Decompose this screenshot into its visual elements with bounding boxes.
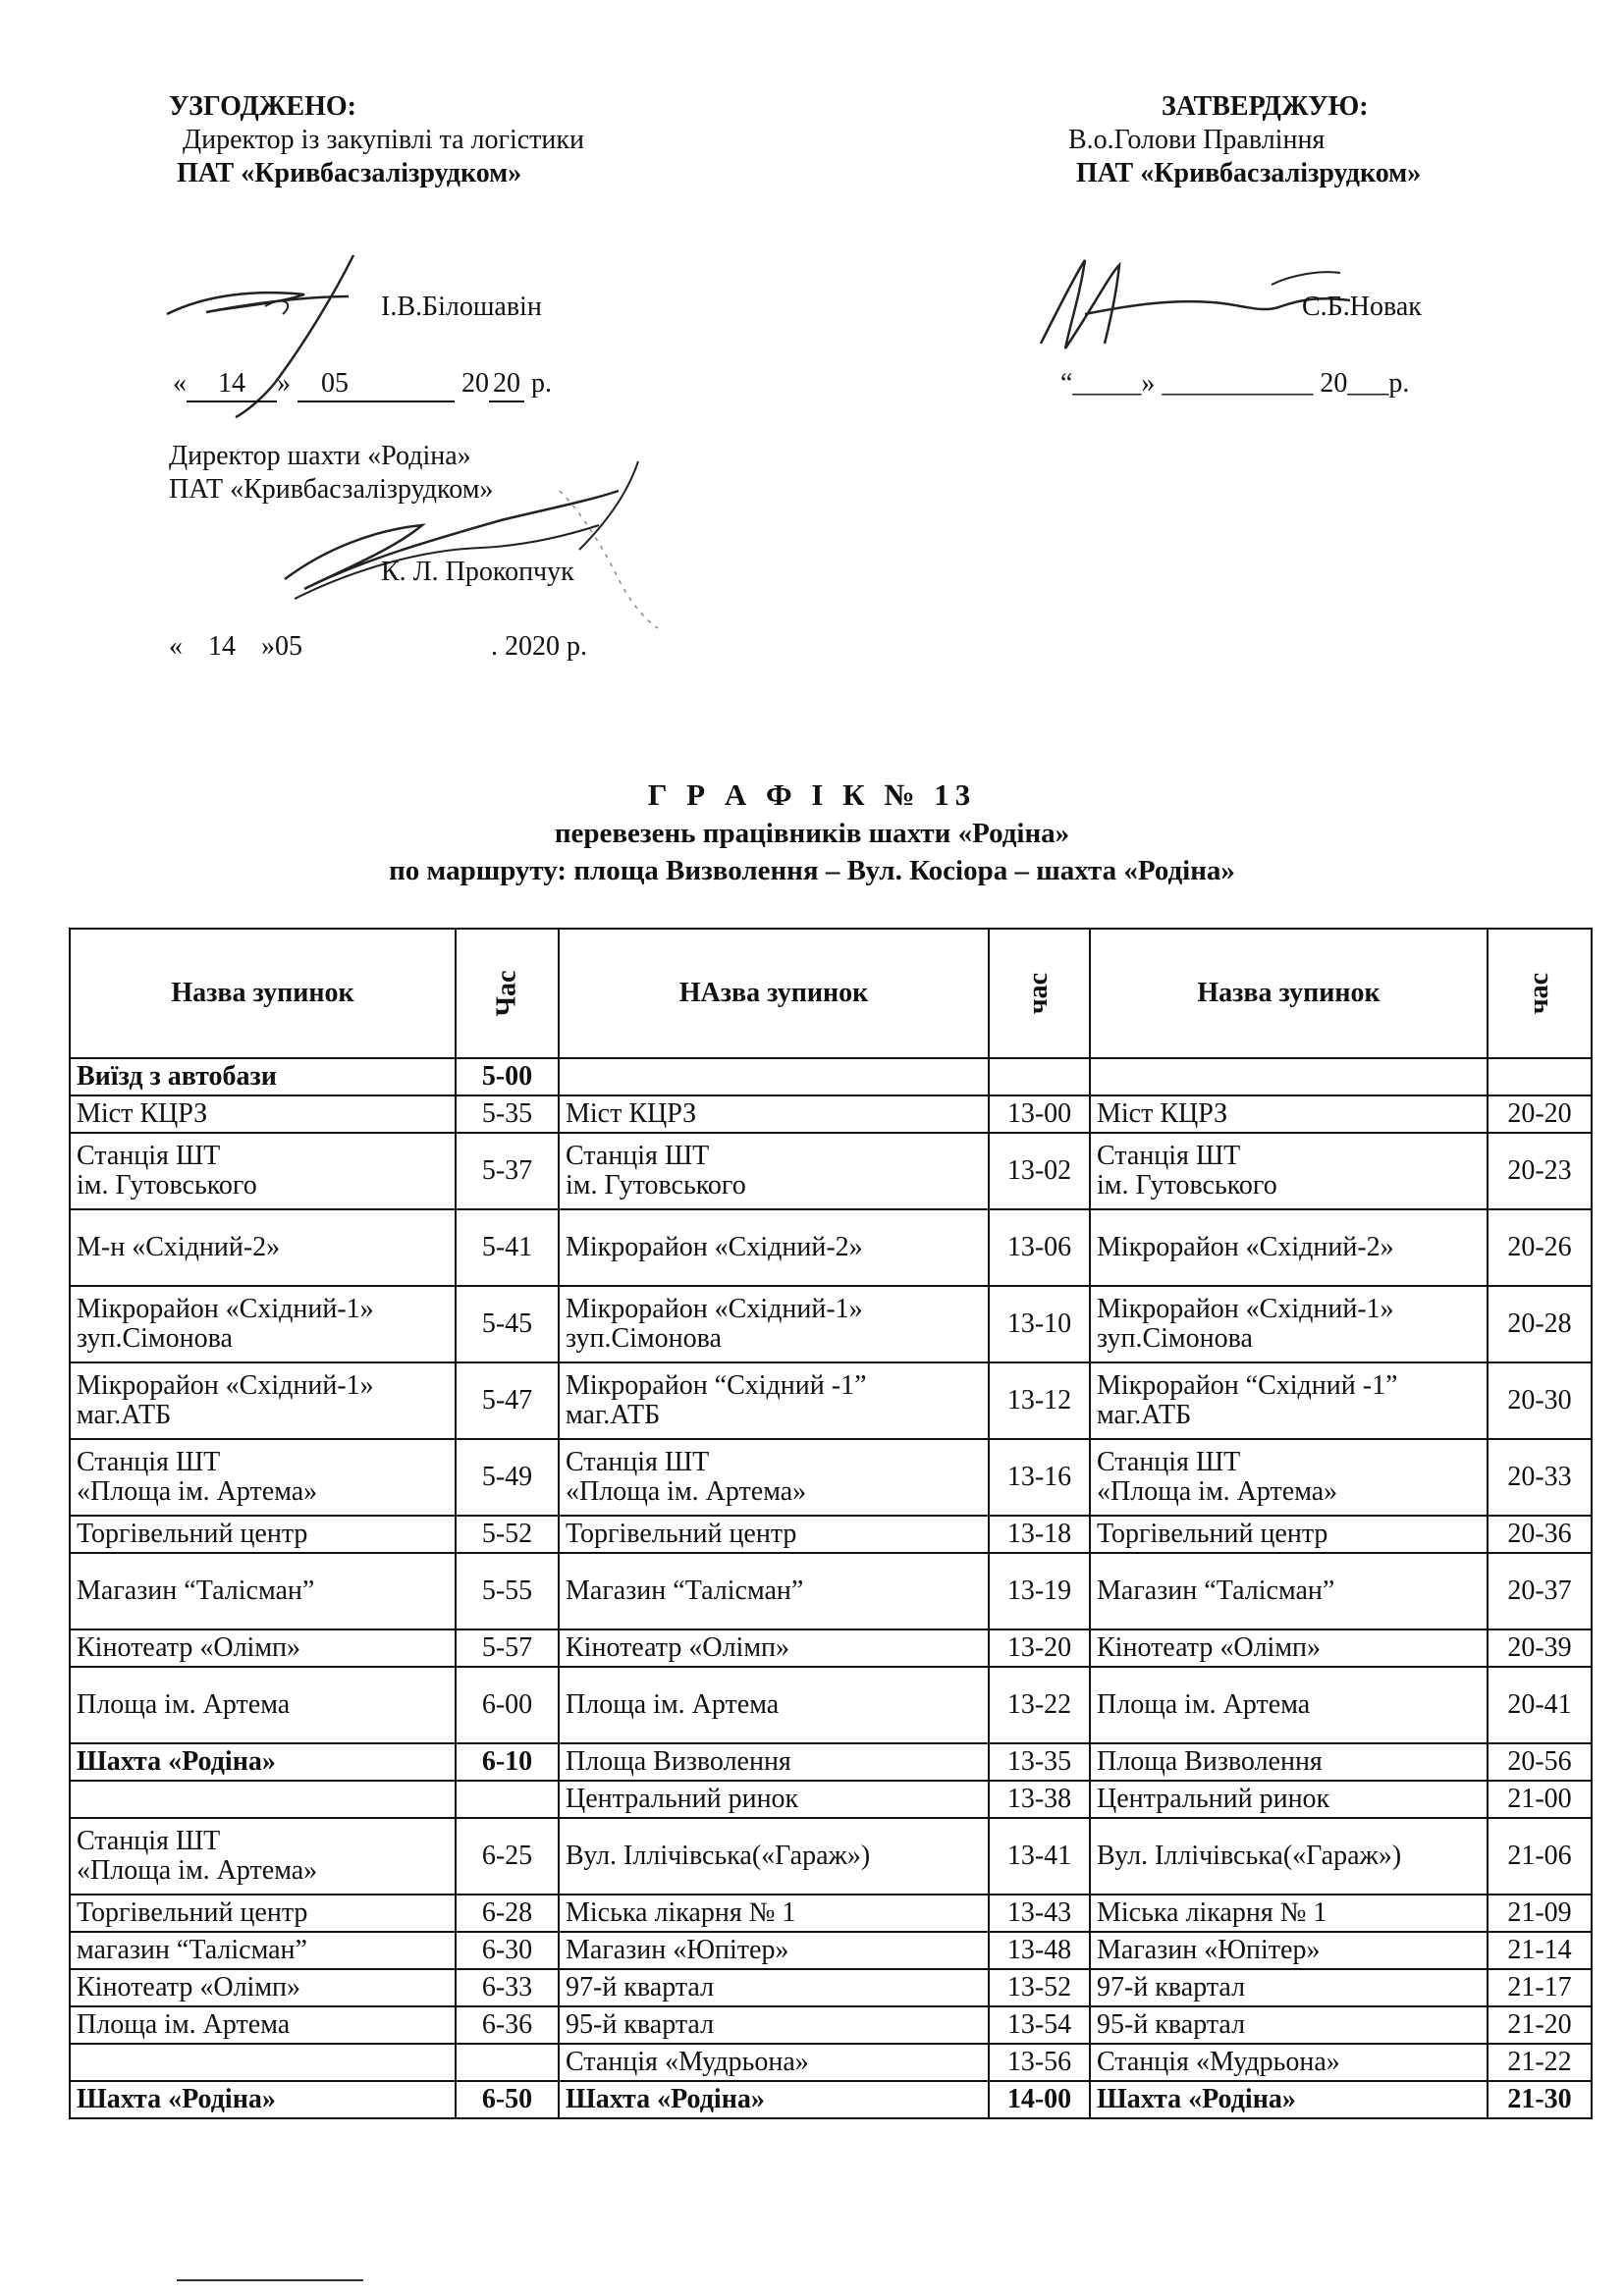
stop-cell-2: Площа ім. Артема xyxy=(559,1667,989,1743)
table-row xyxy=(70,1743,1592,1781)
stop-cell-3: Вул. Іллічівська(«Гараж») xyxy=(1090,1818,1488,1895)
time-cell-1: 5-41 xyxy=(456,1209,559,1286)
approve-company: ПАТ «Кривбасзалізрудком» xyxy=(1076,158,1422,188)
time-cell-3: 20-33 xyxy=(1488,1439,1592,1516)
stop-cell-1: магазин “Талісман” xyxy=(70,1932,456,1969)
time-cell-3: 20-56 xyxy=(1488,1743,1592,1781)
col-header-stops-2: НАзва зупинок xyxy=(559,929,989,1058)
mine-director-signer: К. Л. Прокопчук xyxy=(381,557,574,587)
mine-director-position: Директор шахти «Родіна» xyxy=(169,441,471,471)
time-cell-2: 13-35 xyxy=(989,1743,1090,1781)
stop-cell-3: Площа ім. Артема xyxy=(1090,1667,1488,1743)
time-cell-2: 14-00 xyxy=(989,2081,1090,2118)
time-cell-1 xyxy=(456,1781,559,1818)
col-header-stops-3: Назва зупинок xyxy=(1090,929,1488,1058)
table-row xyxy=(70,1969,1592,2006)
stop-cell-1: Станція ШТ ім. Гутовського xyxy=(70,1133,456,1209)
time-cell-3: 20-41 xyxy=(1488,1667,1592,1743)
time-cell-1: 6-30 xyxy=(456,1932,559,1969)
approve-heading: ЗАТВЕРДЖУЮ: xyxy=(1162,91,1369,122)
stop-cell-1: Площа ім. Артема xyxy=(70,1667,456,1743)
stop-cell-3: Кінотеатр «Олімп» xyxy=(1090,1629,1488,1667)
table-row xyxy=(70,1209,1592,1286)
stop-cell-3: Площа Визволення xyxy=(1090,1743,1488,1781)
time-cell-1: 5-45 xyxy=(456,1286,559,1362)
stop-cell-3: Мікрорайон «Східний-2» xyxy=(1090,1209,1488,1286)
mine-director-company: ПАТ «Кривбасзалізрудком» xyxy=(169,474,494,505)
table-row xyxy=(70,1095,1592,1133)
stop-cell-1: Торгівельний центр xyxy=(70,1895,456,1932)
time-cell-3: 21-14 xyxy=(1488,1932,1592,1969)
time-cell-3: 21-00 xyxy=(1488,1781,1592,1818)
approve-block xyxy=(1068,90,1421,190)
time-cell-1: 6-28 xyxy=(456,1895,559,1932)
stop-cell-2: Мікрорайон «Східний-2» xyxy=(559,1209,989,1286)
approve-signer: С.Б.Новак xyxy=(1302,292,1422,322)
stop-cell-3: Мікрорайон «Східний-1» зуп.Сімонова xyxy=(1090,1286,1488,1362)
stop-cell-3: 97-й квартал xyxy=(1090,1969,1488,2006)
time-cell-1: 6-10 xyxy=(456,1743,559,1781)
stop-cell-2: Мікрорайон «Східний-1» зуп.Сімонова xyxy=(559,1286,989,1362)
stop-cell-2: Мікрорайон “Східний -1” маг.АТБ xyxy=(559,1362,989,1439)
stop-cell-3 xyxy=(1090,1058,1488,1095)
col-header-stops-1: Назва зупинок xyxy=(70,929,456,1058)
time-cell-2: 13-43 xyxy=(989,1895,1090,1932)
time-cell-1: 5-00 xyxy=(456,1058,559,1095)
time-cell-2: 13-22 xyxy=(989,1667,1090,1743)
stop-cell-1: Мікрорайон «Східний-1» маг.АТБ xyxy=(70,1362,456,1439)
stop-cell-2: Центральний ринок xyxy=(559,1781,989,1818)
approve-date: “_____» ___________ 20___р. xyxy=(1060,368,1410,399)
stop-cell-1: Кінотеатр «Олімп» xyxy=(70,1969,456,2006)
time-cell-1: 5-57 xyxy=(456,1629,559,1667)
time-cell-3: 20-26 xyxy=(1488,1209,1592,1286)
time-cell-2: 13-41 xyxy=(989,1818,1090,1895)
agreed-position: Директор із закупівлі та логістики xyxy=(183,125,584,155)
stop-cell-3: Міст КЦРЗ xyxy=(1090,1095,1488,1133)
table-row xyxy=(70,2006,1592,2044)
stop-cell-2: Шахта «Родіна» xyxy=(559,2081,989,2118)
table-row xyxy=(70,1781,1592,1818)
table-row xyxy=(70,1629,1592,1667)
time-cell-3: 20-30 xyxy=(1488,1362,1592,1439)
stop-cell-1: Торгівельний центр xyxy=(70,1516,456,1553)
stop-cell-2: Площа Визволення xyxy=(559,1743,989,1781)
stop-cell-1: М-н «Східний-2» xyxy=(70,1209,456,1286)
stop-cell-2: Станція ШТ ім. Гутовського xyxy=(559,1133,989,1209)
stop-cell-1: Станція ШТ «Площа ім. Артема» xyxy=(70,1818,456,1895)
stop-cell-2: Станція «Мудрьона» xyxy=(559,2044,989,2081)
stop-cell-1: Станція ШТ «Площа ім. Артема» xyxy=(70,1439,456,1516)
signature-prokopchuk xyxy=(265,432,707,648)
time-cell-1: 5-52 xyxy=(456,1516,559,1553)
stop-cell-2 xyxy=(559,1058,989,1095)
time-cell-1: 5-55 xyxy=(456,1553,559,1629)
table-row xyxy=(70,1516,1592,1553)
time-cell-2: 13-19 xyxy=(989,1553,1090,1629)
agreed-heading: УЗГОДЖЕНО: xyxy=(169,91,356,122)
time-cell-2: 13-18 xyxy=(989,1516,1090,1553)
stop-cell-2: Кінотеатр «Олімп» xyxy=(559,1629,989,1667)
stop-cell-3: Станція ШТ ім. Гутовського xyxy=(1090,1133,1488,1209)
table-row xyxy=(70,1818,1592,1895)
stop-cell-1: Виїзд з автобази xyxy=(70,1058,456,1095)
table-row xyxy=(70,1439,1592,1516)
table-row xyxy=(70,1932,1592,1969)
agreed-date: « 14 » 05 20 20 р. xyxy=(173,367,552,402)
table-row xyxy=(70,1553,1592,1629)
table-row xyxy=(70,2081,1592,2118)
time-cell-2: 13-10 xyxy=(989,1286,1090,1362)
title-block xyxy=(0,775,1624,889)
time-cell-1: 5-35 xyxy=(456,1095,559,1133)
stop-cell-2: Вул. Іллічівська(«Гараж») xyxy=(559,1818,989,1895)
agreed-block xyxy=(169,90,584,190)
time-cell-2: 13-02 xyxy=(989,1133,1090,1209)
time-cell-3: 21-17 xyxy=(1488,1969,1592,2006)
time-cell-1: 6-00 xyxy=(456,1667,559,1743)
time-cell-3: 21-20 xyxy=(1488,2006,1592,2044)
doc-subtitle: перевезень працівників шахти «Родіна» xyxy=(554,818,1070,849)
stop-cell-3: Шахта «Родіна» xyxy=(1090,2081,1488,2118)
stop-cell-1: Шахта «Родіна» xyxy=(70,2081,456,2118)
stop-cell-1: Мікрорайон «Східний-1» зуп.Сімонова xyxy=(70,1286,456,1362)
time-cell-3: 21-06 xyxy=(1488,1818,1592,1895)
stop-cell-2: 95-й квартал xyxy=(559,2006,989,2044)
time-cell-1: 6-33 xyxy=(456,1969,559,2006)
time-cell-3: 20-23 xyxy=(1488,1133,1592,1209)
stop-cell-3: Торгівельний центр xyxy=(1090,1516,1488,1553)
stop-cell-1: Площа ім. Артема xyxy=(70,2006,456,2044)
table-row xyxy=(70,2044,1592,2081)
stop-cell-2: 97-й квартал xyxy=(559,1969,989,2006)
stop-cell-2: Магазин «Юпітер» xyxy=(559,1932,989,1969)
table-row xyxy=(70,1058,1592,1095)
route-line: по маршруту: площа Визволення – Вул. Косіора – шахта «Родіна» xyxy=(389,855,1235,886)
stop-cell-2: Міст КЦРЗ xyxy=(559,1095,989,1133)
time-cell-1: 5-49 xyxy=(456,1439,559,1516)
stop-cell-3: Центральний ринок xyxy=(1090,1781,1488,1818)
table-row xyxy=(70,1362,1592,1439)
doc-title: Г Р А Ф І К № 13 xyxy=(647,777,977,812)
time-cell-3: 21-22 xyxy=(1488,2044,1592,2081)
time-cell-1 xyxy=(456,2044,559,2081)
col-header-time-3: час xyxy=(1488,929,1592,1058)
time-cell-2: 13-52 xyxy=(989,1969,1090,2006)
time-cell-3: 20-20 xyxy=(1488,1095,1592,1133)
schedule-table xyxy=(69,928,1593,2119)
stop-cell-1: Міст КЦРЗ xyxy=(70,1095,456,1133)
stop-cell-1: Шахта «Родіна» xyxy=(70,1743,456,1781)
stop-cell-2: Магазин “Талісман” xyxy=(559,1553,989,1629)
mine-director-date: « 14 »05 . 2020 р. xyxy=(169,631,587,662)
time-cell-3: 21-09 xyxy=(1488,1895,1592,1932)
time-cell-2: 13-16 xyxy=(989,1439,1090,1516)
table-row xyxy=(70,1133,1592,1209)
time-cell-2: 13-12 xyxy=(989,1362,1090,1439)
time-cell-1: 5-37 xyxy=(456,1133,559,1209)
stop-cell-2: Міська лікарня № 1 xyxy=(559,1895,989,1932)
time-cell-2: 13-54 xyxy=(989,2006,1090,2044)
stop-cell-3: Мікрорайон “Східний -1” маг.АТБ xyxy=(1090,1362,1488,1439)
table-row xyxy=(70,1286,1592,1362)
stop-cell-3: Магазин “Талісман” xyxy=(1090,1553,1488,1629)
stop-cell-3: 95-й квартал xyxy=(1090,2006,1488,2044)
table-row xyxy=(70,1895,1592,1932)
schedule-body xyxy=(70,1058,1592,2118)
time-cell-1: 6-50 xyxy=(456,2081,559,2118)
approve-position: В.о.Голови Правління xyxy=(1068,125,1326,155)
time-cell-2: 13-20 xyxy=(989,1629,1090,1667)
time-cell-1: 6-36 xyxy=(456,2006,559,2044)
stop-cell-1: Магазин “Талісман” xyxy=(70,1553,456,1629)
stop-cell-1 xyxy=(70,1781,456,1818)
time-cell-3: 20-37 xyxy=(1488,1553,1592,1629)
stop-cell-2: Торгівельний центр xyxy=(559,1516,989,1553)
col-header-time-1: Час xyxy=(456,929,559,1058)
time-cell-3: 20-28 xyxy=(1488,1286,1592,1362)
time-cell-3: 20-39 xyxy=(1488,1629,1592,1667)
time-cell-1: 5-47 xyxy=(456,1362,559,1439)
time-cell-2: 13-00 xyxy=(989,1095,1090,1133)
agreed-signer: І.В.Білошавін xyxy=(381,292,542,322)
time-cell-3: 21-30 xyxy=(1488,2081,1592,2118)
table-header-row xyxy=(70,929,1592,1058)
col-header-time-2: час xyxy=(989,929,1090,1058)
footer-rule xyxy=(177,2279,363,2281)
time-cell-2: 13-56 xyxy=(989,2044,1090,2081)
stop-cell-2: Станція ШТ «Площа ім. Артема» xyxy=(559,1439,989,1516)
time-cell-2: 13-48 xyxy=(989,1932,1090,1969)
stop-cell-3: Міська лікарня № 1 xyxy=(1090,1895,1488,1932)
stop-cell-1 xyxy=(70,2044,456,2081)
time-cell-3 xyxy=(1488,1058,1592,1095)
stop-cell-1: Кінотеатр «Олімп» xyxy=(70,1629,456,1667)
time-cell-1: 6-25 xyxy=(456,1818,559,1895)
stop-cell-3: Станція «Мудрьона» xyxy=(1090,2044,1488,2081)
stop-cell-3: Станція ШТ «Площа ім. Артема» xyxy=(1090,1439,1488,1516)
stop-cell-3: Магазин «Юпітер» xyxy=(1090,1932,1488,1969)
agreed-company: ПАТ «Кривбасзалізрудком» xyxy=(177,158,522,188)
table-row xyxy=(70,1667,1592,1743)
time-cell-3: 20-36 xyxy=(1488,1516,1592,1553)
time-cell-2: 13-38 xyxy=(989,1781,1090,1818)
time-cell-2 xyxy=(989,1058,1090,1095)
time-cell-2: 13-06 xyxy=(989,1209,1090,1286)
